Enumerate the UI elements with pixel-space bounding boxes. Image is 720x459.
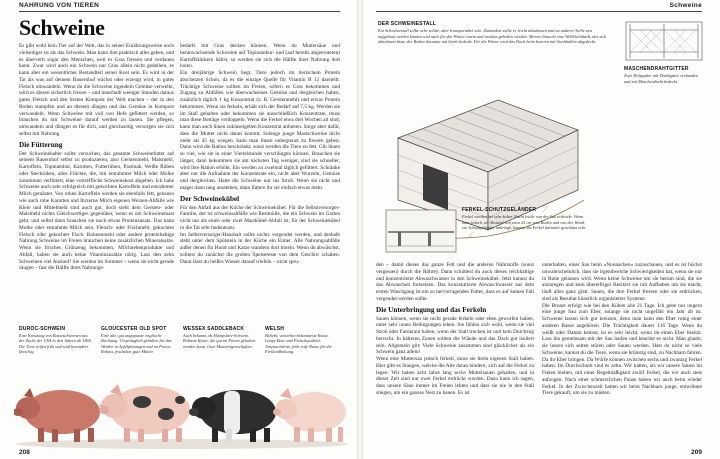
intro-paragraph: Es gibt wohl kein Tier auf der Welt, das in seiner Ernährungsweise noch vielseitiger ist als das Schwein. Man kann ihm praktisch alles geben, und es überverlt sogar den Menschen, weil es Gras fressen und verdauen kann. Zwar wird auch ein Schwein nur Gras allein nicht gedeihen, es kann aber ein wesentlicher Bestandteil seiner Kost sein. Es wird in der Tat als was auf deinem Bauernhof wächst oder erzeugt wird, in gutes Fleisch umwandeln. Wenn du die Schweine irgendein Gemüse verwelkt, wird es diesen sicherlich freuen – und innerhalb weniger Stunden daraus gutes Fleisch und den besten Kompost der Welt machen – der in den Boden stampfen und an diesem düngen und das Gemüse in Kompost verwandeln. Wenn Schweine mit voll von Hefe gefüttert werden, so brauchen du mir Schweine darauf werden zu lassen. Sie pflegen, umwandeln und düngen es für dich, und gleichzeitig versorgen sie sich selbst mit Nahrung. [19,43,174,137]
caption-title: DER SCHWEINESTALL [378,21,437,27]
caption-welsh [265,326,339,354]
header-rule-right [376,11,702,12]
caption-text: Eine Kreuzung von Rasseschweinen aus der Zucht der USA in den Jahren ab 1860. Die Tiere reifen früh und sind besonders fleischig. [19,333,92,354]
caption-gloucester [101,326,175,354]
caption-text: Auch bekannt als Hampshire-Schwein. Robuste Rasse, die gut im Freien gehalten werden kann. Gute Muttereigenschaften. [183,333,256,349]
welsh-pig-illustration [273,388,346,442]
section-heading-fuetterung: Die Fütterung [19,140,63,149]
right-column-2 [542,262,702,448]
gloucester-pig-illustration [99,384,190,442]
header-rule-left [19,11,340,12]
caption-schweinestall [378,22,608,44]
paragraph: den – damit dieses das ganze Fett und die anderen Nährstoffe (sonst vergessen) durch die Röhre). Dann schüttest du auch dieses reichhaltige und konzentrierte Abwaschwasser in den Schweinekübel. Jetzt kannst du das Abwaschen fortsetzen. Das konzentrierte Abwaschwasser aus dem ersten Waschgang ist ein so hervorragendes Futter, dass es auf keinen Fall vergeudet werden sollte. [376,262,534,302]
caption-duroc [19,326,93,354]
caption-title: MASCHENDRAHTGITTER [624,66,689,72]
paragraph: Sauen können, wenn sie nicht gerade ferkeln oder eben geworfen haben, unter sehr rauen Bedingungen leben. Sie fühlen sich wohl, wenn sie viel Stroh oder Farnkraut haben, wenn der Stall trocken ist und kein Durchzug herrscht. In kälteren Zonen sollten die Wände und das Dach gut isoliert sein. Allgemein gilt: Viele Schweine zusammen sind glücklicher als ein Schwein ganz allein! [376,315,534,356]
page-number-right: 209 [691,449,702,456]
paragraph: Im Selbstversorger-Haushalt sollte nichts vergeudet werden, und deshalb steht unter dem Spülstein in der Küche ein Eimer. Alle Nahrungsabfälle außer denen für Hund und Katze wandern dort hinein. Wenn du abwäschst, solltest du zunächst die groben Speisereste von dem Geschirr schaben. Dann lässt du heißes Wasser darauf triefeln – nicht spru- [180,231,340,265]
wessex-pig-illustration [189,390,276,442]
caption-text: Eine alte, gut angepasste englische Züchtung. Ursprünglich gehalten für das Weiden in Apfelplantagen und im Freien. Robust, fruchtbar, gute Mütter. [101,333,172,354]
caption-text: Zwei Holzgatter mit Drahtgitter verbunden und mit Maschendraht bedeckt. [624,73,699,84]
paragraph: bedarfs mit Gras decken können. Wenn du Muttersäue und heranwachsende Schweine auf Topinambur- und (auf bereits abgeernteten) Kartoffeläckern hältst, so werden sie sich die Hälfte ihrer Nahrung dort holen. [180,43,340,70]
caption-ferkel-schutz [462,208,590,230]
pig-breeds-illustration [14,366,350,450]
page-title: Schweine [19,15,105,40]
feeding-paragraph: Der Schweinehalter sollte versuchen, das gesamte Schweinefutter auf seinem Bauernhof selbst zu produzieren, also Gerstenmehl, Maismehl, Kartoffeln, Topinambur, Karotten, Futterrüben, Pastinak, Weiße Rüben oder Steckrüben, alles Früchte, die, mit entrahmter Milch oder Molke zusammen verfüttert, eine vortreffliche Schweinekost abgeben. Ich habe Schweine auch sehr erfolgreich mit gekochten Kartoffeln und entrahmter Milch gemästet. Von rohen Kartoffeln werden sie ebenfalls fett, genauso wie auch rohe Karotten und Ihrzerne Milch eigenen Weizen-Abfälle wie Kleie und Mittelmehl sind auch gut, doch sieht dem Gersten- oder Maismehl nichts Gleichwertiges gegenüber, wenn es um Schweinemast geht, und selbst dann brauchen sie noch etwas Proteinzusatz. Das kann Molke oder entrahmte Milch sein, Fleisch- oder Fischmehl, gekochtes Fleisch oder gekochter Fisch. Bohnenmehl oder andere proteinhaltige Nahrung Schweine im Freien brauchen keine zusätzlichen Mineralsalze. Wenn sie frisches Grünzeug bekommen, Milchnebenprodukte und Abfall, haben sie auch keine Vitaminzusätze nötig. Lass den zehn Schweinen viel Auslauf! Sie werden im Sommer – wenn sie nicht gerade säugen – fast die Hälfte ihres Nahrungs- [19,150,174,272]
paragraph: Für den Abfall aus der Küche der Schweinekübel. Für die Selbstversorger-Familie, der ist schweinsabfälle wie Restmülle, die ein Schwein im Garten nicht nur als einen oder zwei Mastkübel-Abfall ist, für der Schweinekübel in die Tat sehr bedeutsam. [180,204,340,231]
running-head-right: Schweine [669,2,702,9]
left-page [0,0,358,459]
paragraph: Ein dreijährige Schwein liegt. Tiere jedoch im tierischem Protein abschetzen Schon, da es die einzige Quelle für Vitamin B 12 darstellt. Trächtige Schweine sollten im Freien, sofern es Gras bekommen und Zugang zu Abfällen wie überwachsenes Gemüse und dergleichen haben, zusätzlich täglich 1 kg Konzentrat (z. B. Gerstenmehl) und etwas Protein bekommen. Wenn sie ferkeln, erhält sich der Bedarf auf 7,5 kg. Werden sie im Stall gehalten oder bekommen sie ausschließlich Konzentrate, muss man diese Beträge verdoppeln. Wenn die Ferkel etwa drei Wochen alt sind, kann man auch ihnen zuklaseigeben Konzentrat anbieten. Sorge aber dafür, dass die Mutter nicht daran kommt. Solange junge Mastschweine nicht mehr als 45 kg wiegen, kann man ihnen unbegrenzt zu fressen geben. Dann wird die Ration beschränkt, sonst werden die Tiere zu fett. Gib ihnen so viel, wie sie in einer Viertelstunde verschlingen können. Brauchen sie länger, dann bekommen sie am nächsten Tag weniger, sind sie schneller, wird ihre Ration erhöht. Ein werden zu zweimal täglich gefüttert. Schränke aber nur die Aufnahme der Konzentrate ein, nicht aber Wurzeln, Gemüse und dergleichen. Halte die Schweine nur ins Stroh. Wenn sie nicht und mager dann lang ausstehen, dann füttere ihr sie einfach etwas mehr. [180,70,340,191]
caption-text: Ein Schweinestall sollte sehr solide, aber transportabel sein. Zumindest sollte er leicht abzubauen und an anderer Stelle neu aufgebaut werden können und auch für den Winter warm und trocken gehalten werden. Meiner braucht eine Wellblechdach, das sich abnehmen lässt, der Boden darunter mit Stroh bedeckt. Für die Winter wird das Dach beim Inneren mit Strohballen abgedeckt. [378,28,607,44]
page-number-left: 208 [19,449,30,456]
left-column-2 [180,43,340,325]
caption-text: Ferkel werden bei sehr kalter Nacht leicht von der Sau erdrückt. Wenn man jedoch, im Abstand von etwa 25 cm vom Boden und von der Wand, ein Schutzgeländer anbringt, können die Ferkel darunter geschützt sein. [462,214,587,230]
left-column-1 [19,43,174,325]
section-heading-schweinekuebel: Der Schweinekübel [180,194,240,203]
caption-title: GLOUCESTER OLD SPOT [101,326,167,332]
caption-wessex [183,326,257,349]
caption-text: Beliebt, weiterhin bekannteste Rasse. Lange Bau- und Fleischqualität. Anspruchslose, früh reife Rasse für die Freilandhaltung. [265,333,332,354]
paragraph: Wenn eine Muttersau jedoch ferkelt, muss sie ihren eigenen Stall haben. Hier gibt es Stangen, welche die Alte daran hindern, sich auf die Ferkel zu legen. Wir haben acht Jahre lang sechs Muttersauen gehalten, und in dieser Zeit sind nur zwei Ferkel erdrückt worden. Dazu kann ich sagen, dass unsere Säue immer im Freien lebten und dass sie nie in den Stall stiegen, um ein ganzes Nest zu bauen. Es ist [376,356,534,396]
running-head-left: NAHRUNG VON TIEREN [19,2,100,9]
caption-title: FERKEL-SCHUTZGELÄNDER [462,207,537,213]
breed-captions [19,326,339,370]
right-column-1 [376,262,534,448]
fence-illustration [624,18,704,64]
caption-title: WESSEX SADDLEBACK [183,326,245,332]
caption-title: WELSH [265,326,285,332]
right-page [362,0,720,459]
caption-maschendraht [624,67,704,84]
caption-title: DUROC-SCHWEIN [19,326,66,332]
paragraph: Die Brunst erfolgt wie bei den Kühen alle 21 Tage. Ich gebe nur ungern eine junge Sau zum Eber, solange sie nicht ungefähr ein Jahr alt ist. Schweine lassen sich gut kreuzen, denn man kann den Eber ruhig einer anderen Rasse angehören. Die Trächtigkeit dauert 116 Tage. Wenn du weißt oder Datum kennst, ist es sehr leicht, wenn du einen Eber besitzt. Lass ihn gemeinsam mit der Sau laufen und beachte es nicht. Man glaubt, sie lassen sich selten stören oder Sauen werden. Hast du nicht so viele Schweine, kannst du die Tiere, wenn sie brünstig sind, zu Nachbarn fahren. Da ihr Eber bringen. Da Würfe können zwischen sechs und zwanzig Ferkel haben. Im Durchschnitt sind es zehn. Wir hatten, als wir unsere Sauen im Freien hielten, mit einer Regelmäßigkeit zwölf Ferkel, die wir auch stets aufzogen. Nach einer schmerzlichen Pause haben wir auch beim wieder Ferkel. In der Zwischenzeit hatten wir beim Nachbarn junge, entwöhnte Tiere gekauft, um sie zu mästen. [542,302,702,397]
section-heading-unterbringung: Die Unterbringung und das Ferkeln [376,305,487,314]
duroc-pig-illustration [14,388,105,442]
paragraph: unterhalten, einer Sau beim »Nonnachen« zuzuschauen, und es ist höchst unwahrscheinlich, dass sie irgendwelche Schwierigkeiten hat, wenn sie nur in Ruhe gelassen wird. Wenn keine Schweine um sie herum sind, die sie anzuregen und kein übereifriger Besitzer sie mit Aufheben um sie macht, läuft alles ganz glatt. Sauen, die ihre Ferkel fressen oder sie erdrücken, sind als Resultat künstlich organisierter Systeme. [542,262,702,302]
